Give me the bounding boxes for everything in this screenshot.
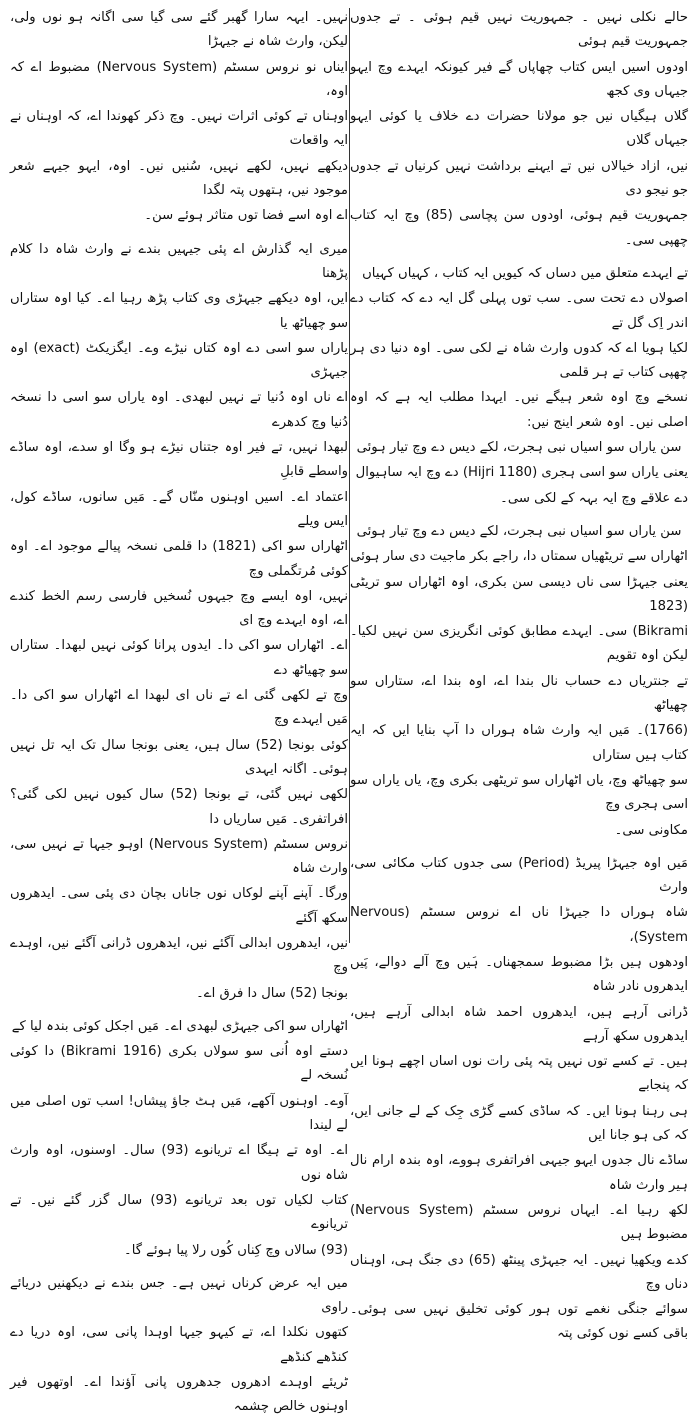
text-line: نسخے وچ اوہ شعر ہیگے نیں۔ ایہدا مطلب ایہ ہے کہ اوہ اصلی نیں۔ اوہ شعر اینج نیں: bbox=[350, 390, 688, 430]
text-line: سن یاراں سو اسیاں نبی ہجرت، لکے دیس دے وچ تیار ہوئی bbox=[356, 440, 682, 456]
text-line: تے جنتریاں دے حساب نال بندا اے، اوہ بندا اے، ستاراں سو چھیاٹھ bbox=[350, 673, 688, 714]
text-line: میری ایہ گذارش اے پئی جیہیں بندے نے وارث شاہ دا کلام پڑھنا bbox=[10, 241, 348, 281]
paragraph-gap bbox=[350, 844, 688, 852]
text-line: جمہوریت قیم ہوئی، اودوں سن پچاسی (85) وچ ایہ کتاب چھپی سی۔ bbox=[350, 208, 688, 248]
text-line: اے ناں اوہ دُنیا تے نہیں لبھدی۔ اوہ یاراں سو اسی دا نسخہ دُنیا وچ کدھرے bbox=[10, 390, 348, 430]
text-line: اودھوں ہیں بڑا مضبوط سمجھناں۔ ہَیں وچ آلے دوالے، پَیں ایدھروں نادر شاہ bbox=[350, 954, 688, 995]
text-line: Bikrami) سی۔ ایہدے مطابق کوئی انگریزی سن نہیں لکیا۔ لیکن اوہ تقویم bbox=[350, 624, 688, 664]
text-line: تے ایہدے متعلق میں دساں کہ کیویں ایہ کتاب ، کہیاں کہیاں bbox=[362, 265, 688, 281]
paragraph-gap bbox=[350, 512, 688, 520]
text-line: ایناں نو نروس سسٹم (Nervous System) مضبوط اے کہ اوہ، bbox=[10, 59, 348, 99]
text-line: (1766)۔ مَیں ایہ وارث شاہ ہوراں دا آپ بنایا ایں کہ ایہ کتاب ہیں ستاراں bbox=[350, 723, 688, 763]
text-line: یعنی یاراں سو اسی ہجری (1180 Hijri) دے وچ ایہ ساہیوال bbox=[355, 465, 688, 481]
text-line: لکھ رہیا اے۔ ایہاں نروس سسٹم (Nervous System) مضبوط ہیں bbox=[350, 1202, 688, 1243]
text-line: دیکھے نہیں، لکھے نہیں، سُنیں نیں۔ اوہ، ایہو جیہے شعر موجود نیں، ہتھوں پتہ لگدا bbox=[10, 158, 348, 199]
text-line: سوائے جنگی نغمے توں ہور کوئی تخلیق نہیں سی ہوئی۔ باقی کسے نوں کوئی پتہ bbox=[350, 1302, 688, 1342]
text-line: نیں، ایدھروں ابدالی آگئے نیں، ایدھروں ڈرانی آگئے نیں، اوہدے وچ bbox=[10, 935, 348, 976]
text-line: ایں، اوہ دیکھے جیہڑی وی کتاب پڑھ رہیا اے۔ کیا اوہ ستاراں سو چھیاٹھ یا bbox=[10, 291, 348, 331]
left-column bbox=[10, 6, 349, 1415]
text-line: اوہناں تے کوئی اثرات نہیں۔ وچ ذکر کھوندا اے، کہ اوہناں نے ایہ واقعات bbox=[10, 109, 348, 149]
text-line: اودوں اسیں ایس کتاب چھاپاں گے فیر کیونکہ ایہدے وچ ایہو جیہاں وی کجھ bbox=[350, 59, 688, 99]
text-line: دستے اوہ اُنی سو سولاں بکری (1916 Bikrami) دا کوئی نُسخہ لے bbox=[10, 1044, 348, 1084]
text-line: اصولاں دے تحت سی۔ سب توں پہلی گل ایہ دے کہ کتاب دے اندر اِک گل تے bbox=[350, 291, 688, 331]
text-line: ساڈے نال جدوں ایہو جیہی افراتفری ہووے، اوہ بندہ ارام نال ہیر وارث شاہ bbox=[350, 1153, 688, 1193]
text-line: ورگا۔ آپنے آپنے لوکاں نوں جاناں بچان دی پئی سی۔ ایدھروں سکھ آگئے bbox=[10, 886, 348, 926]
text-line: سو چھیاٹھ وچ، یاں اٹھاراں سو تریٹھی بکری وچ، یاں یاراں سو اسی ہجری وچ bbox=[350, 772, 688, 813]
text-line: شاہ ہوراں دا جیہڑا ناں اے نروس سسٹم (Nervous System)، bbox=[350, 905, 688, 945]
paragraph-gap bbox=[10, 1007, 348, 1015]
text-line: کدے ویکھیا نہیں۔ ایہ جیہڑی پینٹھ (65) دی جنگ ہی، اوہناں دناں وچ bbox=[350, 1252, 688, 1292]
text-line: مکاونی سی۔ bbox=[614, 822, 688, 838]
text-line: اے۔ اوہ تے ہیگا اے تریانوے (93) سال۔ اوسنوں، اوہ وارث شاہ نوں bbox=[10, 1143, 348, 1183]
text-line: ہیں۔ تے کسے توں نہیں پتہ پئی رات نوں اساں اچھے ہونا ایں کہ پنجابے bbox=[350, 1054, 688, 1094]
text-line: وچ تے لکھی گئی اے تے ناں ای لبھدا اے اٹھاراں سو اکی دا۔ مَیں ایہدے وچ bbox=[10, 688, 348, 728]
text-line: اے۔ اٹھاراں سو اکی دا۔ ایدوں پرانا کوئی نہیں لبھدا۔ ستاراں سو چھیاٹھ دے bbox=[10, 638, 348, 678]
text-line: ڈرانی آرہے ہیں، ایدھروں احمد شاہ ابدالی آرہے ہیں، ایدھروں سکھ آرہے bbox=[350, 1004, 688, 1044]
text-line: نیں، ازاد خیالاں نیں تے ایہنے برداشت نہیں کرنیاں تے جدوں جو نیجو دی bbox=[350, 158, 688, 199]
text-line: یعنی جیہڑا سی ناں دیسی سن بکری، اوہ اٹھاراں سو تریٹی (1823 bbox=[350, 574, 688, 614]
column-divider bbox=[349, 8, 350, 943]
text-line: میں ایہ عرض کرناں نہیں ہے۔ جس بندے نے دیکھنیں دریائے راوی bbox=[10, 1275, 348, 1316]
text-line: نہیں۔ ایہہ سارا گھبر گئے سی گیا سی اگانہ ہو نوں ولی، لیکن، وارث شاہ نے جیہڑا bbox=[10, 10, 348, 50]
text-line: کوئی بونجا (52) سال ہیں، یعنی بونجا سال تک ایہ تل نہیں ہوئی۔ اگانہ ایہدی bbox=[10, 737, 349, 777]
paragraph-gap bbox=[350, 254, 688, 262]
text-line: ہی رہنا ہونا ایں۔ کہ ساڈی کسے گڑی جِک کے لے جانی ایں، کہ کی ہو جانا ایں bbox=[350, 1103, 688, 1144]
text-line: یاراں سو اسی دے اوہ کتاں نیڑے وے۔ ایگزیکٹ (exact) اوہ جیہڑی bbox=[10, 340, 348, 381]
text-line: بونجا (52) سال دا فرق اے۔ bbox=[196, 985, 348, 1001]
text-line: دے علاقے وچ ایہ بہہ کے لکی سی۔ bbox=[500, 490, 688, 506]
text-line: لکیا ہویا اے کہ کدوں وارث شاہ نے لکی سی۔ اوہ دنیا دی ہر چھپی کتاب تے ہر قلمی bbox=[350, 340, 688, 381]
text-line: مَیں اوہ جیہڑا پیریڈ (Period) سی جدوں کتاب مکائی سی، وارث bbox=[350, 855, 688, 896]
text-line: اے اوہ اسے فضا توں متاثر ہوئے سن۔ bbox=[144, 208, 348, 224]
text-line: سن یاراں سو اسیاں نبی ہجرت، لکے دیس دے وچ تیار ہوئی bbox=[356, 523, 682, 539]
text-line: لبھدا نہیں، تے فیر اوہ جتناں نیڑے ہو وگا او سدے، اوہ ساڈے واسطے قابلِ bbox=[10, 440, 348, 480]
text-line: اعتماد اے۔ اسیں اوہنوں منّاں گے۔ مَیں سانوں، ساڈے کول، ایس ویلے bbox=[10, 489, 348, 529]
text-line: لکھی نہیں گئی، تے بونجا (52) سال کیوں نہیں لکی گئی؟ افراتفری۔ مَیں ساریاں دا bbox=[10, 787, 349, 827]
right-column bbox=[350, 6, 688, 1342]
text-line: ٹریئے اوہدے ادھروں جدھروں پانی آؤندا اے۔ اوتھوں فیر اوہنوں خالص چشمہ bbox=[10, 1375, 348, 1415]
text-line: اٹھاراں سو اکی (1821) دا قلمی نسخہ پیالے موجود اے۔ اوہ کوئی مُرتگملی وچ bbox=[10, 539, 348, 579]
paragraph-gap bbox=[10, 230, 348, 238]
text-line: اٹھاراں سے تریٹھیاں سمتاں دا، راجے بکر ماجیت دی سار ہوئی bbox=[350, 549, 688, 565]
text-line: گلاں ہیگیاں نیں جو مولانا حضرات دے خلاف یا کوئی ایہو جیہاں گلاں bbox=[350, 109, 688, 149]
text-line: آوے۔ اوہنوں آکھے، مَیں ہٹ جاؤ پیشاں! اسب توں اصلی میں لے لیندا bbox=[10, 1093, 348, 1134]
text-line: نروس سسٹم (Nervous System) اوہو جیہا تے نہیں سی، وارث شاہ bbox=[10, 836, 348, 877]
text-line: (93) سالاں وچ کِناں کُوں رلا پیا ہوئے گا۔ bbox=[123, 1242, 348, 1258]
text-line: حالے نکلی نہیں ۔ جمہوریت نہیں قیم ہوئی ۔ تے جدوں جمہوریت قیم ہوئی bbox=[350, 10, 688, 50]
text-line: نہیں، اوہ ایسے وچ جیہوں نُسخیں فارسی رسم الخط کندے اے، اوہ ایہدے وچ ای bbox=[10, 588, 348, 629]
text-line: کتھوں نکلدا اے، تے کیہو جیہا اوہدا پانی سی، اوہ دریا دے کنڈھے کنڈھے bbox=[10, 1325, 348, 1365]
text-line: کتاب لکیاں توں بعد تریانوے (93) سال گزر گئے نیں۔ تے تریانوے bbox=[10, 1192, 348, 1233]
paragraph-gap bbox=[10, 1264, 348, 1272]
text-line: اٹھاراں سو اکی جیہڑی لبھدی اے۔ مَیں اجکل کوئی بندہ لیا کے bbox=[11, 1018, 348, 1034]
